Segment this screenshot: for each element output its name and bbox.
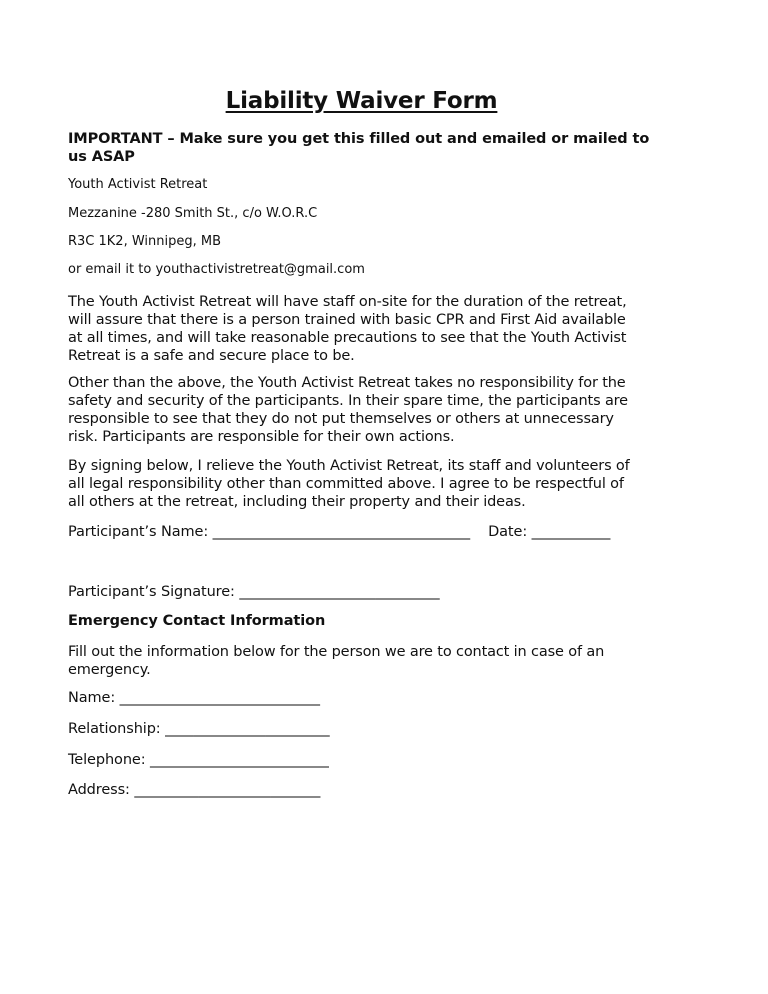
paragraph-line: all legal responsibility other than committed above. I agree to be respectful of bbox=[68, 476, 624, 492]
paragraph-line: responsible to see that they do not put themselves or others at unnecessary bbox=[68, 411, 614, 427]
page-title: Liability Waiver Form bbox=[225, 88, 498, 114]
email-line: or email it to youthactivistretreat@gmail.com bbox=[68, 262, 365, 277]
emergency-instructions bbox=[68, 643, 668, 679]
paragraph-line: Retreat is a safe and secure place to be. bbox=[68, 348, 355, 364]
paragraph-line: By signing below, I relieve the Youth Activist Retreat, its staff and volunteers of bbox=[68, 458, 630, 474]
paragraph-staff bbox=[68, 293, 668, 365]
date-field[interactable]: Date: ___________ bbox=[488, 524, 611, 540]
important-notice: IMPORTANT – Make sure you get this filled out and emailed or mailed to us ASAP bbox=[68, 131, 650, 165]
paragraph-line: will assure that there is a person trained with basic CPR and First Aid available bbox=[68, 312, 626, 328]
address-line-3: R3C 1K2, Winnipeg, MB bbox=[68, 234, 222, 249]
participant-signature-field[interactable]: Participant’s Signature: ____________________________ bbox=[68, 584, 440, 600]
address-line-1: Youth Activist Retreat bbox=[68, 177, 208, 192]
paragraph-line: risk. Participants are responsible for their own actions. bbox=[68, 429, 455, 445]
emergency-heading: Emergency Contact Information bbox=[68, 613, 326, 629]
address-line-2: Mezzanine -280 Smith St., c/o W.O.R.C bbox=[68, 206, 318, 221]
paragraph-line: The Youth Activist Retreat will have staff on-site for the duration of the retreat, bbox=[68, 294, 627, 310]
paragraph-line: emergency. bbox=[68, 662, 151, 678]
paragraph-line: at all times, and will take reasonable precautions to see that the Youth Activist bbox=[68, 330, 627, 346]
participant-name-row bbox=[68, 523, 610, 541]
emergency-relationship-field[interactable]: Relationship: _______________________ bbox=[68, 721, 330, 737]
emergency-telephone-field[interactable]: Telephone: _________________________ bbox=[68, 752, 329, 768]
paragraph-line: safety and security of the participants. In their spare time, the participants are bbox=[68, 393, 628, 409]
paragraph-line: all others at the retreat, including their property and their ideas. bbox=[68, 494, 526, 510]
paragraph-line: Other than the above, the Youth Activist Retreat takes no responsibility for the bbox=[68, 375, 626, 391]
participant-name-field[interactable]: Participant’s Name: ____________________________________ bbox=[68, 524, 471, 540]
emergency-address-field[interactable]: Address: __________________________ bbox=[68, 782, 321, 798]
paragraph-line: Fill out the information below for the person we are to contact in case of an bbox=[68, 644, 605, 660]
paragraph-responsibility bbox=[68, 374, 668, 446]
paragraph-agreement bbox=[68, 457, 668, 511]
emergency-name-field[interactable]: Name: ____________________________ bbox=[68, 690, 320, 706]
